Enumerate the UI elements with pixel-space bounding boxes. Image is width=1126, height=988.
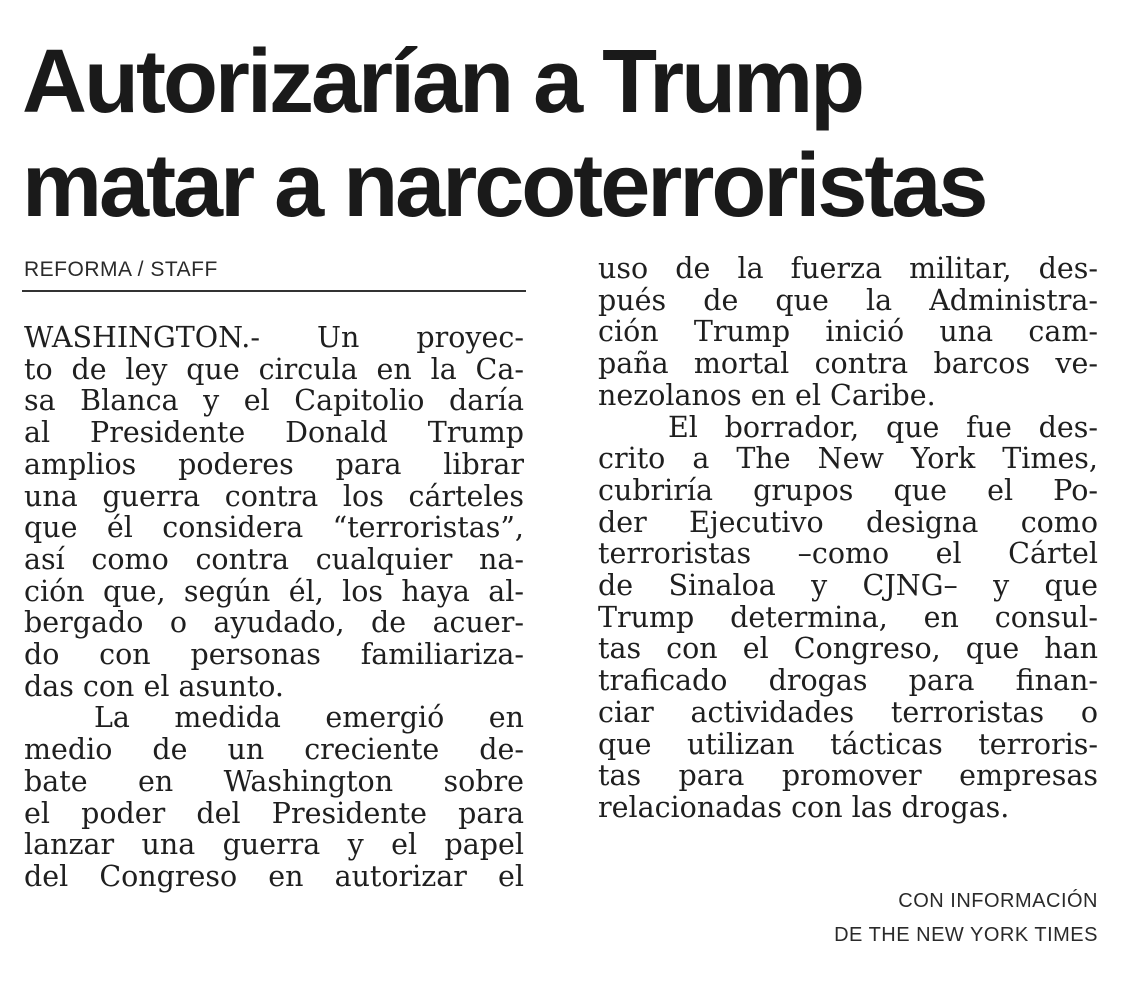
text-line: der Ejecutivo designa como [598,505,1098,539]
text-line: sa Blanca y el Capitolio daría [24,384,524,418]
text-line: WASHINGTON.- Un proyec- [24,321,524,354]
text-line: traficado drogas para finan- [598,664,1098,698]
headline-line: matar a narcoterroristas [22,136,986,236]
text-line: pués de que la Administra- [598,283,1098,317]
text-line: amplios poderes para librar [24,447,524,481]
text-line: ciar actividades terroristas o [598,695,1098,729]
headline-line: Autorizarían a Trump [22,32,863,132]
text-line: de Sinaloa y CJNG– y que [598,569,1098,603]
text-line: paña mortal contra barcos ve- [598,347,1098,381]
text-line: bate en Washington sobre [24,764,524,798]
credit-line: CON INFORMACIÓN [898,890,1098,912]
text-line: medio de un creciente de- [24,733,524,767]
text-line: que utilizan tácticas terroris- [598,727,1098,761]
text-line: lanzar una guerra y el papel [24,828,524,862]
text-line: bergado o ayudado, de acuer- [24,606,524,640]
text-line: Trump determina, en consul- [598,600,1098,634]
text-line: que él considera “terroristas”, [24,511,524,545]
text-line: al Presidente Donald Trump [24,416,524,450]
text-line: del Congreso en autorizar el [24,859,524,893]
text-line: ción que, según él, los haya al- [24,574,524,608]
text-line: nezolanos en el Caribe. [598,378,936,412]
text-line: das con el asunto. [24,669,284,703]
source-credit [834,884,1098,952]
byline: REFORMA / STAFF [24,258,218,281]
text-line: to de ley que circula en la Ca- [24,352,524,386]
text-line: terroristas –como el Cártel [598,537,1098,571]
text-line: cubriría grupos que el Po- [598,473,1098,507]
text-line: tas con el Congreso, que han [598,632,1098,666]
text-line: crito a The New York Times, [598,442,1098,476]
text-line: tas para promover empresas [598,759,1098,793]
article-column-right [598,253,1098,824]
text-line: relacionadas con las drogas. [598,790,1010,824]
text-line: do con personas familiariza- [24,638,524,672]
byline-rule [22,290,526,292]
text-line: una guerra contra los cárteles [24,479,524,513]
text-line: el poder del Presidente para [24,796,524,830]
text-line: La medida emergió en [94,701,524,735]
credit-line: DE THE NEW YORK TIMES [834,924,1098,946]
text-line: El borrador, que fue des- [668,410,1098,444]
text-line: ción Trump inició una cam- [598,315,1098,349]
text-line: así como contra cualquier na- [24,542,524,576]
headline [22,30,1112,238]
article-column-left [24,322,524,893]
text-line: uso de la fuerza militar, des- [598,252,1098,285]
